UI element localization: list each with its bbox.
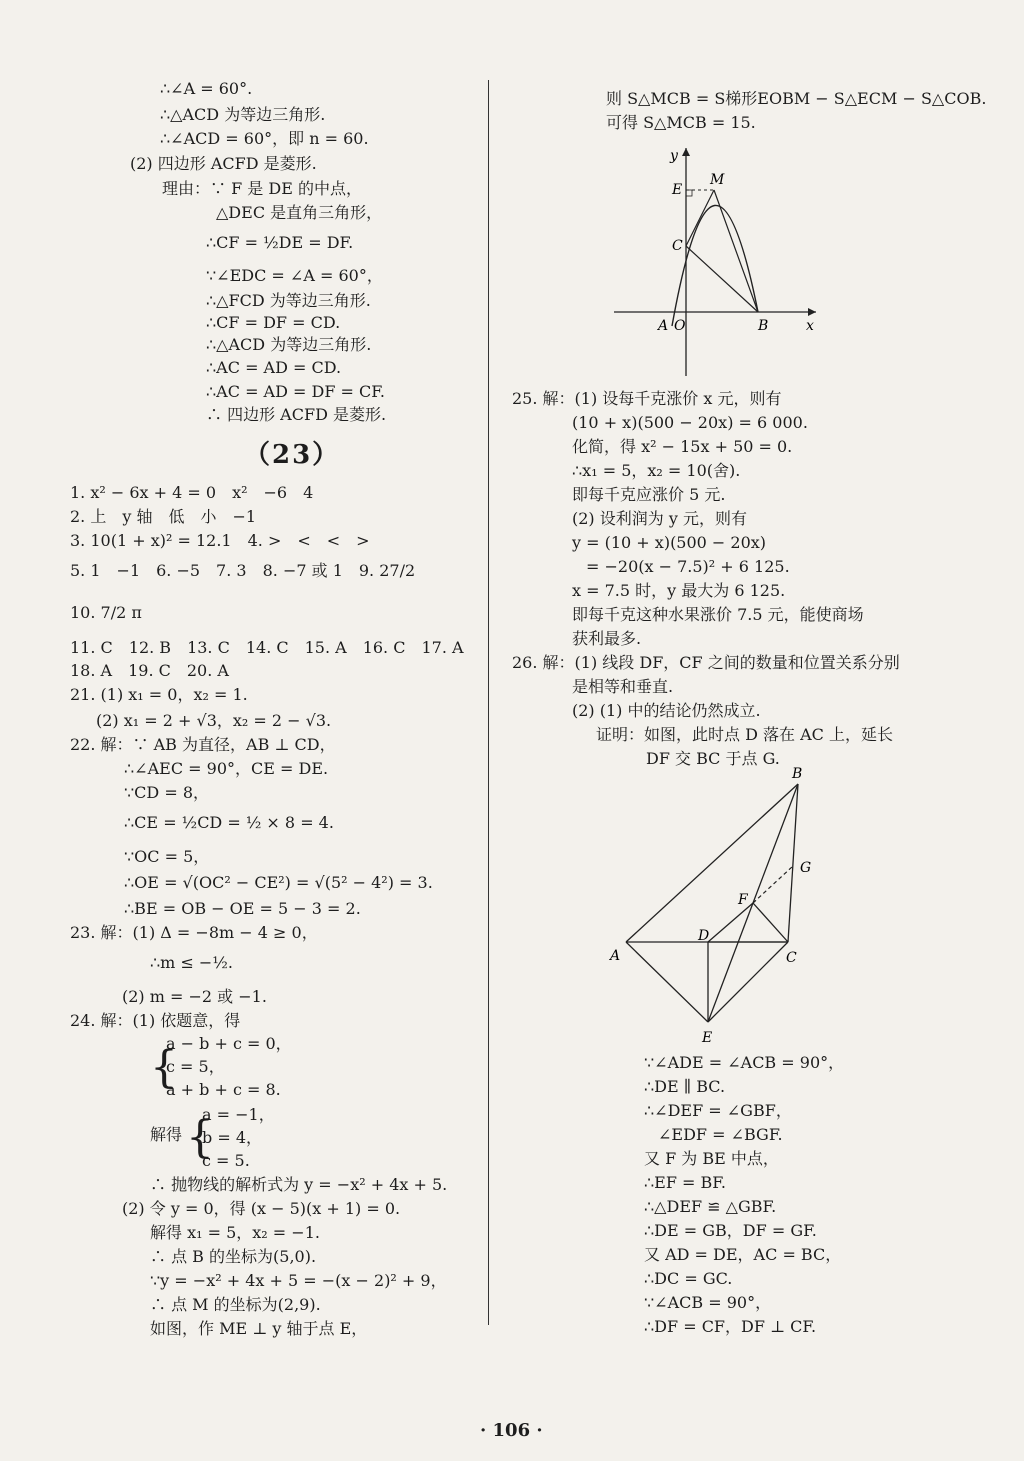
answer-line: c = 5， — [166, 1057, 225, 1076]
answer-line: a = −1， — [202, 1105, 275, 1124]
answer-line: 18. A 19. C 20. A — [70, 661, 229, 680]
section-title: （23） — [244, 440, 341, 470]
triangle-figure — [608, 760, 838, 1060]
answer-line: ∴ 点 M 的坐标为(2,9). — [150, 1295, 321, 1314]
text-line: (2) 四边形 ACFD 是菱形. — [130, 154, 317, 173]
answer-line: (2) (1) 中的结论仍然成立. — [572, 701, 761, 720]
answer-line: 即每千克应涨价 5 元. — [572, 485, 726, 504]
answer-line: ∵OC = 5， — [124, 847, 210, 866]
parabola-graph — [606, 140, 826, 380]
x-axis-label: x — [806, 318, 814, 334]
answer-line: ∵CD = 8， — [124, 783, 210, 802]
text-line: ∴△FCD 为等边三角形. — [206, 291, 371, 310]
answer-line: a + b + c = 8. — [166, 1080, 281, 1099]
answer-line: 化简，得 x² − 15x + 50 = 0. — [572, 437, 793, 456]
answer-line: 25. 解：(1) 设每千克涨价 x 元，则有 — [512, 389, 782, 408]
proof-line: ∴DE = GB，DF = GF. — [644, 1221, 817, 1240]
proof-line: ∴△DEF ≌ △GBF. — [644, 1197, 777, 1216]
answer-line: ∴m ≤ −½. — [150, 953, 233, 972]
page-number: · 106 · — [480, 1420, 543, 1441]
text-line: 可得 S△MCB = 15. — [606, 113, 756, 132]
answer-line: ∴BE = OB − OE = 5 − 3 = 2. — [124, 899, 361, 918]
answer-line: c = 5. — [202, 1151, 250, 1170]
answer-line: (2) x₁ = 2 + √3，x₂ = 2 − √3. — [96, 711, 332, 730]
answer-line: 解得 x₁ = 5，x₂ = −1. — [150, 1223, 320, 1242]
text-line: 则 S△MCB = S梯形EOBM − S△ECM − S△COB. — [606, 89, 987, 108]
text-line: △DEC 是直角三角形， — [216, 203, 383, 222]
point-c-label: C — [786, 950, 797, 966]
text-line: ∴∠ACD = 60°，即 n = 60. — [160, 129, 369, 148]
answer-line: ∴x₁ = 5，x₂ = 10(舍). — [572, 461, 741, 480]
text-line: ∴AC = AD = CD. — [206, 358, 342, 377]
proof-line: 又 F 为 BE 中点， — [644, 1149, 779, 1168]
point-g-label: G — [800, 860, 812, 876]
proof-line: ∴EF = BF. — [644, 1173, 726, 1192]
point-a-label: A — [658, 318, 669, 334]
answer-line: ∵y = −x² + 4x + 5 = −(x − 2)² + 9， — [150, 1271, 447, 1290]
answer-line: 5. 1 −1 6. −5 7. 3 8. −7 或 1 9. 27/2 — [70, 561, 416, 580]
column-divider — [488, 80, 489, 1325]
answer-line: 26. 解：(1) 线段 DF，CF 之间的数量和位置关系分别 — [512, 653, 900, 672]
answer-line: ∴ 点 B 的坐标为(5,0). — [150, 1247, 317, 1266]
answer-line: (10 + x)(500 − 20x) = 6 000. — [572, 413, 808, 432]
answer-line: 是相等和垂直. — [572, 677, 674, 696]
answer-line: b = 4， — [202, 1128, 263, 1147]
answer-line: (2) m = −2 或 −1. — [122, 987, 267, 1006]
point-m-label: M — [710, 172, 725, 188]
answer-line: 即每千克这种水果涨价 7.5 元，能使商场 — [572, 605, 864, 624]
proof-line: ∵∠ACB = 90°， — [644, 1293, 772, 1312]
text-line: 理由：∵ F 是 DE 的中点， — [162, 179, 362, 198]
proof-line: 又 AD = DE，AC = BC， — [644, 1245, 842, 1264]
point-d-label: D — [698, 928, 710, 944]
answer-line: a − b + c = 0， — [166, 1034, 292, 1053]
answer-line: ∴∠AEC = 90°，CE = DE. — [124, 759, 329, 778]
answer-line: ∴CE = ½CD = ½ × 8 = 4. — [124, 813, 334, 832]
answer-line: 如图，作 ME ⊥ y 轴于点 E， — [150, 1319, 368, 1338]
point-b-label: B — [792, 766, 803, 782]
answer-line: y = (10 + x)(500 − 20x) — [572, 533, 767, 552]
answer-line: x = 7.5 时，y 最大为 6 125. — [572, 581, 786, 600]
proof-line: ∴DF = CF，DF ⊥ CF. — [644, 1317, 817, 1336]
answer-line: (2) 令 y = 0，得 (x − 5)(x + 1) = 0. — [122, 1199, 401, 1218]
answer-line: 2. 上 y 轴 低 小 −1 — [70, 507, 257, 526]
point-b-label: B — [758, 318, 769, 334]
answer-line: 21. (1) x₁ = 0，x₂ = 1. — [70, 685, 248, 704]
text-line: ∴AC = AD = DF = CF. — [206, 382, 385, 401]
text-line: ∵∠EDC = ∠A = 60°， — [206, 266, 383, 285]
brace: { — [186, 1112, 214, 1163]
text-line: ∴ 四边形 ACFD 是菱形. — [206, 405, 387, 424]
proof-line: ∴DC = GC. — [644, 1269, 733, 1288]
answer-line: 3. 10(1 + x)² = 12.1 4. > < < > — [70, 531, 370, 550]
point-c-label: C — [672, 238, 683, 254]
answer-line: 23. 解：(1) Δ = −8m − 4 ≥ 0， — [70, 923, 318, 942]
point-f-label: F — [738, 892, 748, 908]
answer-line: (2) 设利润为 y 元，则有 — [572, 509, 747, 528]
text-line: ∴CF = DF = CD. — [206, 313, 341, 332]
answer-line: ∴OE = √(OC² − CE²) = √(5² − 4²) = 3. — [124, 873, 433, 892]
text-line: ∴△ACD 为等边三角形. — [206, 335, 372, 354]
answer-line: = −20(x − 7.5)² + 6 125. — [586, 557, 790, 576]
point-e-label: E — [672, 182, 683, 198]
text-line: ∴CF = ½DE = DF. — [206, 233, 354, 252]
point-a-label: A — [610, 948, 621, 964]
answer-line: 24. 解：(1) 依题意，得 — [70, 1011, 241, 1030]
proof-line: ∵∠ADE = ∠ACB = 90°， — [644, 1053, 845, 1072]
answer-line: 10. 7/2 π — [70, 603, 142, 622]
answer-line: DF 交 BC 于点 G. — [646, 749, 780, 768]
answer-line: 22. 解：∵ AB 为直径，AB ⊥ CD， — [70, 735, 336, 754]
brace: { — [150, 1042, 178, 1093]
answer-line: 获利最多. — [572, 629, 642, 648]
answer-line: 11. C 12. B 13. C 14. C 15. A 16. C 17. A — [70, 638, 464, 657]
proof-line: ∴∠DEF = ∠GBF， — [644, 1101, 792, 1120]
point-e-label: E — [702, 1030, 713, 1046]
text-line: ∴∠A = 60°. — [160, 79, 253, 98]
answer-line: 证明：如图，此时点 D 落在 AC 上，延长 — [596, 725, 893, 744]
proof-line: ∠EDF = ∠BGF. — [658, 1125, 783, 1144]
answer-line: ∴ 抛物线的解析式为 y = −x² + 4x + 5. — [150, 1175, 448, 1194]
origin-label: O — [674, 318, 686, 334]
answer-line: 解得 — [150, 1125, 183, 1144]
proof-line: ∴DE ∥ BC. — [644, 1077, 726, 1096]
answer-line: 1. x² − 6x + 4 = 0 x² −6 4 — [70, 483, 314, 502]
text-line: ∴△ACD 为等边三角形. — [160, 105, 326, 124]
y-axis-label: y — [670, 148, 678, 164]
